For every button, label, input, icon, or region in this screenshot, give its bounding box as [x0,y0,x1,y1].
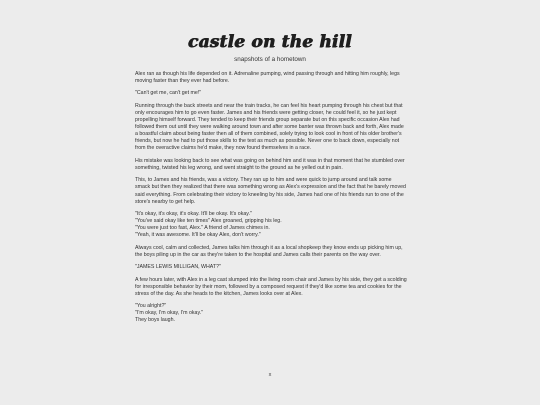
dialogue-line: "You've said okay like ten times" Alex groaned, gripping his leg. [135,218,282,225]
story-paragraph: His mistake was looking back to see what was going on behind him and it was in that moment that he stumbled over something, twisted his leg wrong, and went straight to the ground as he yelled out in pain. [135,157,405,171]
story-paragraph: "JAMES LEWIS MILLIGAN, WHAT?" [135,264,221,271]
story-paragraph: Running through the back streets and near the train tracks, he can feel his heart pumping through his chest but that only encourages him to go even faster. James and his friends were getting closer, he could feel it, so he just kept propelling himself forward. They tended to keep their friends group separate but on this specific occasion Alex had followed them out until they were walking around town and after some banter was thrown back and forth, Alex made a boastful claim about being faster then all of them combined, solely trying to look cool in front of his older brother's friends, but now he had to put those skills to the test as much as possible. Never one to back down, especially not from the overactive claims he'd make, they now found themselves in a race. [135,102,404,152]
story-body [135,71,407,330]
story-paragraph: A few hours later, with Alex in a leg cast slumped into the living room chair and James by his side, they get a scolding for irresponsible behavior by their mom, followed by a composed request if they'd like some tea and cookies for the stress of the day. As she heads to the kitchen, James looks over at Alex. [135,276,407,297]
dialogue-line: "I'm okay, I'm okay, I'm okay." [135,310,203,317]
story-paragraph: Always cool, calm and collected, James talks him through it as a local shopkeep they know ends up picking him up, the boys piling up in the car as they're taken to the hospital and James calls their parents on the way over. [135,244,403,258]
story-paragraph: Alex ran as though his life depended on it. Adrenaline pumping, wind passing through and hitting him roughly, legs moving faster than they ever had before. [135,71,400,85]
close-button[interactable]: x [268,372,272,378]
dialogue-line: They boys laugh. [135,317,175,324]
story-dialogue-block [135,211,407,239]
story-dialogue-block [135,303,407,324]
page-subtitle: snapshots of a hometown [234,56,306,63]
dialogue-line: "You were just too fast, Alex." A friend of James chimes in. [135,225,270,232]
page-title: castle on the hill [188,32,352,52]
story-paragraph: "Can't get me, can't get me!" [135,90,202,97]
dialogue-line: "You alright?" [135,303,167,310]
dialogue-line: "It's okay, it's okay, it's okay. It'll be okay. It's okay." [135,210,252,217]
footer-nav [0,372,540,378]
story-paragraph: This, to James and his friends, was a victory. They ran up to him and were quick to jump around and talk some smack but then they realized that there was something wrong as Alex's expression and the fact that he barely moved said everything. From celebrating their victory to kneeling by his side, James had one of his friends run to one of the store's nearby to get help. [135,177,406,205]
dialogue-line: "Yeah, it was awesome. It'll be okay Alex, don't worry." [135,232,261,239]
